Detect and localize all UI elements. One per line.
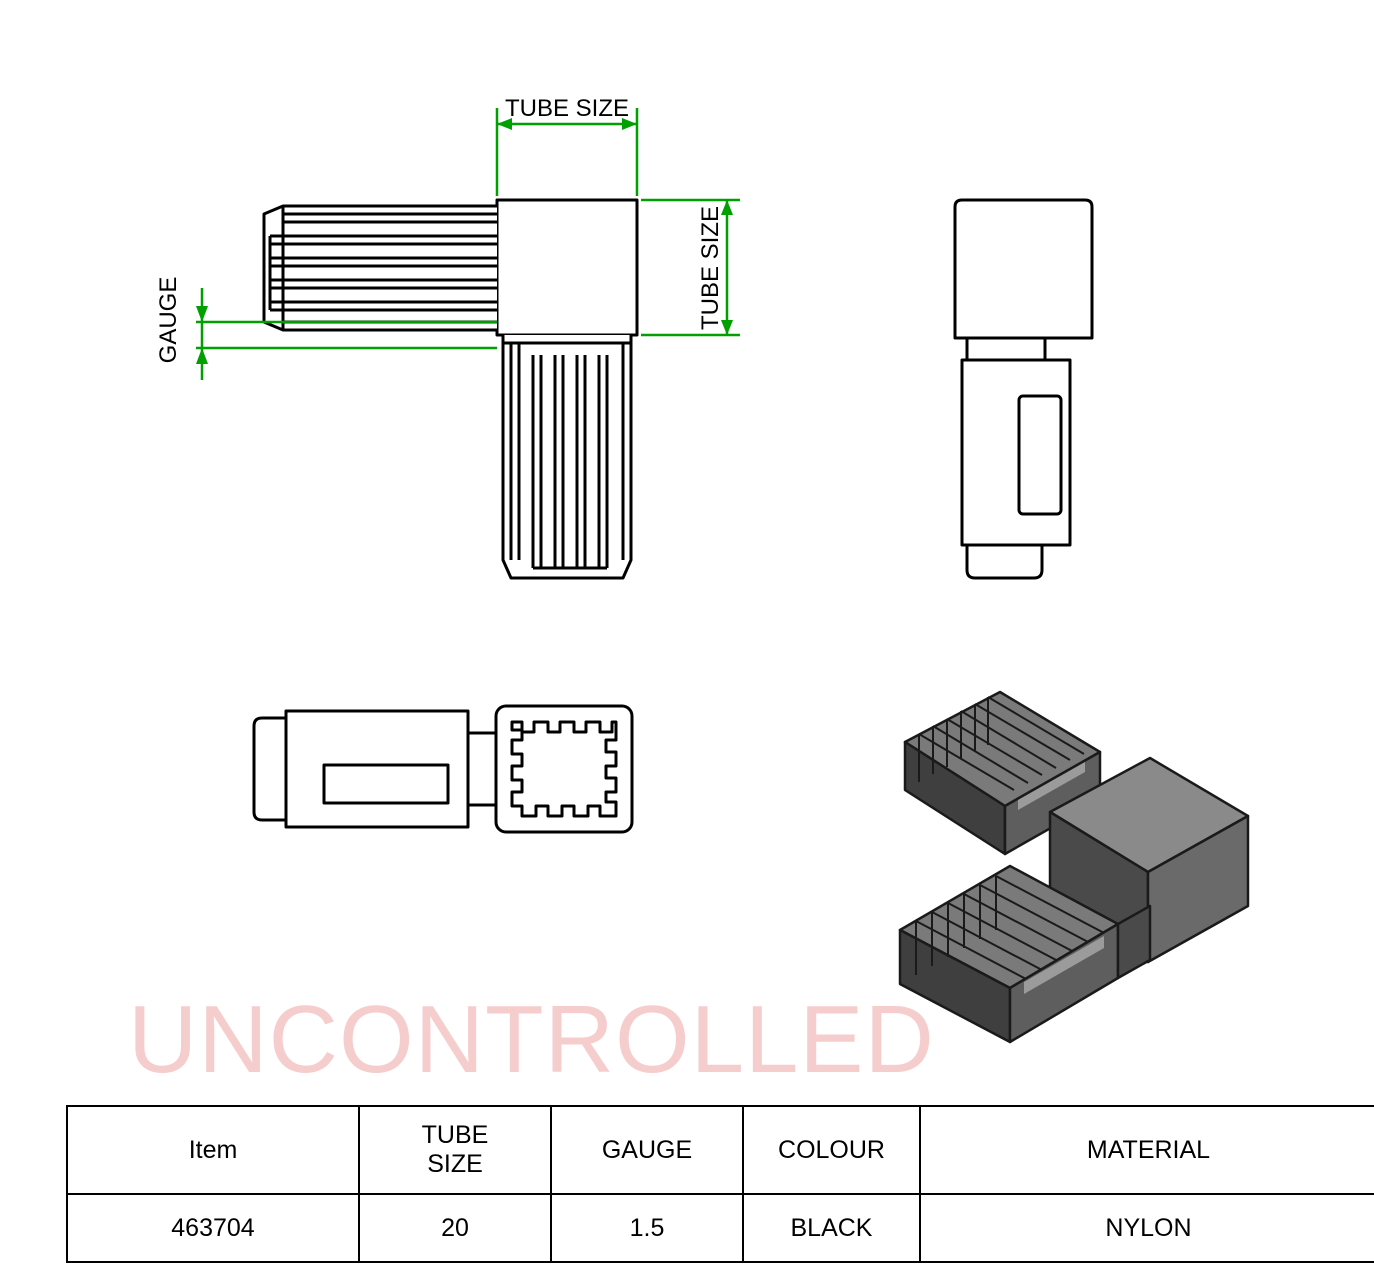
dimension-label-tube-size-right: TUBE SIZE — [697, 205, 724, 331]
view-plan — [254, 706, 632, 832]
dimension-label-gauge: GAUGE — [155, 276, 182, 364]
header-colour: COLOUR — [743, 1106, 920, 1194]
cell-tube-size: 20 — [359, 1194, 551, 1262]
cell-colour: BLACK — [743, 1194, 920, 1262]
cell-material: NYLON — [920, 1194, 1374, 1262]
dimension-label-tube-size-top: TUBE SIZE — [504, 95, 630, 122]
header-material: MATERIAL — [920, 1106, 1374, 1194]
header-tube-size-line1: TUBE — [421, 1121, 489, 1150]
header-tube-size — [359, 1106, 551, 1194]
cell-gauge: 1.5 — [551, 1194, 743, 1262]
table-row — [67, 1194, 1374, 1262]
header-item: Item — [67, 1106, 359, 1194]
table-header-row — [67, 1106, 1374, 1194]
view-side-elevation — [955, 200, 1092, 578]
view-isometric-3d — [900, 692, 1248, 1042]
header-gauge: GAUGE — [551, 1106, 743, 1194]
watermark-uncontrolled: UNCONTROLLED — [128, 986, 935, 1093]
view-front-elevation — [264, 200, 637, 578]
cell-item: 463704 — [67, 1194, 359, 1262]
spec-table — [66, 1105, 1374, 1263]
header-tube-size-line2: SIZE — [427, 1150, 483, 1178]
